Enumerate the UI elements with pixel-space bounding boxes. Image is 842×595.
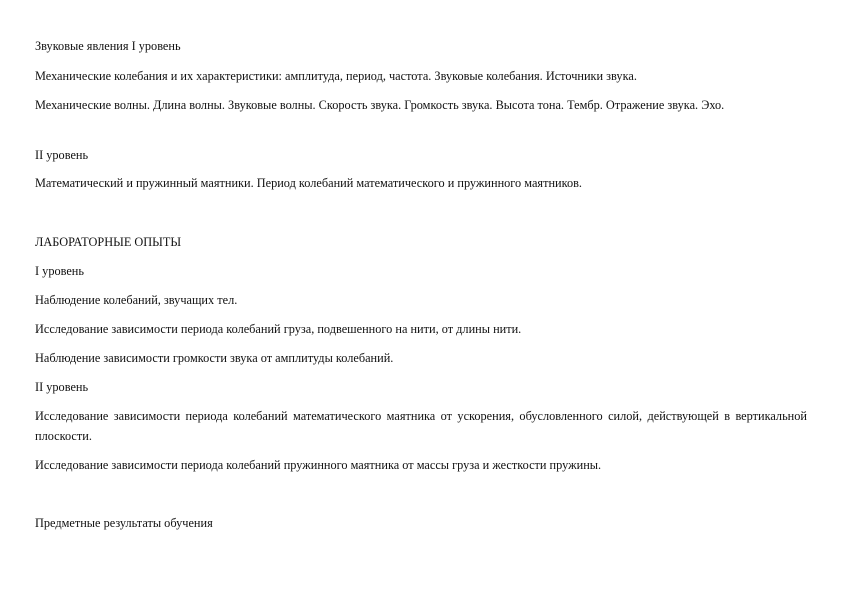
lab-item-5: Исследование зависимости периода колебаний пружинного маятника от массы груза и жесткости пружины. [35,458,602,472]
heading-lab-level-1: I уровень [35,264,84,278]
heading-lab-level-2: II уровень [35,380,89,394]
paragraph-oscillations: Механические колебания и их характеристики: амплитуда, период, частота. Звуковые колебания. Источники звука. [35,69,637,83]
lab-item-1: Наблюдение колебаний, звучащих тел. [35,293,238,307]
heading-subject-results: Предметные результаты обучения [35,516,213,530]
paragraph-pendulums: Математический и пружинный маятники. Период колебаний математического и пружинного маятников. [35,176,582,190]
lab-item-4: Исследование зависимости периода колебаний математического маятника от ускорения, обусловленного силой, действующей в вертикальной плоскости. [35,409,807,443]
paragraph-waves: Механические волны. Длина волны. Звуковые волны. Скорость звука. Громкость звука. Высота тона. Тембр. Отражение звука. Эхо. [35,98,725,112]
heading-lab-experiments: ЛАБОРАТОРНЫЕ ОПЫТЫ [35,235,182,249]
heading-sound-level-1: Звуковые явления I уровень [35,39,181,53]
lab-item-2: Исследование зависимости периода колебаний груза, подвешенного на нити, от длины нити. [35,322,522,336]
heading-level-2: II уровень [35,148,89,162]
lab-item-3: Наблюдение зависимости громкости звука от амплитуды колебаний. [35,351,394,365]
